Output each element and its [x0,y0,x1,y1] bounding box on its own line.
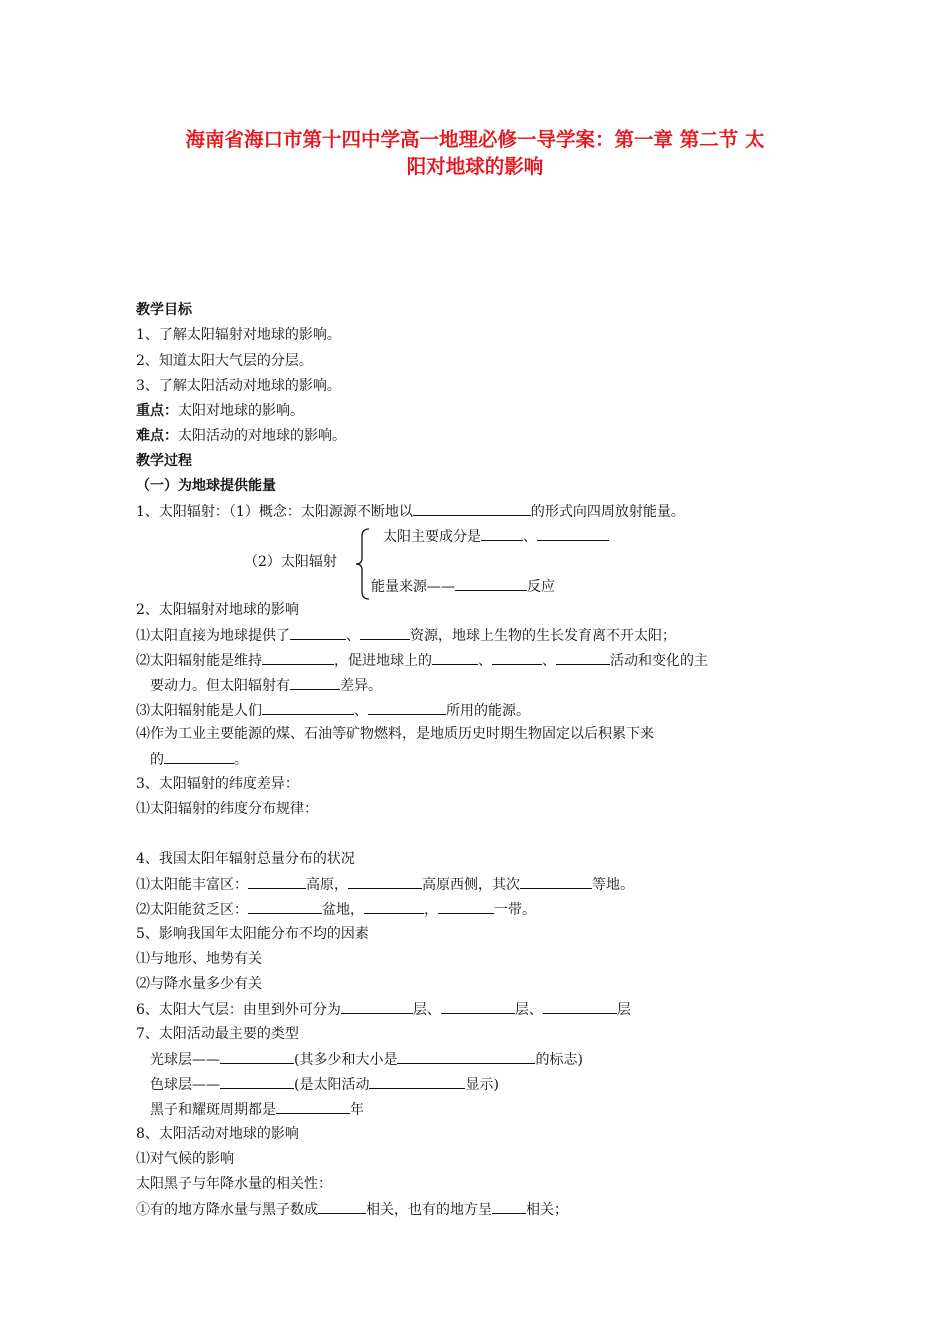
key-label: 重点： [136,403,178,419]
text: ⑴太阳直接为地球提供了 [136,628,290,644]
line-23 [150,1075,499,1094]
blank [455,577,527,591]
text: 的形式向四周放射能量。 [530,504,685,520]
text: 、 [346,628,360,644]
line-22 [150,1050,583,1069]
text: ， [424,902,438,918]
blank [341,1000,413,1014]
blank [290,676,340,690]
line-27: 太阳黑子与年降水量的相关性： [136,1176,332,1192]
line-16 [136,900,536,919]
difficulty-label: 难点： [136,428,178,444]
text: 能量来源—— [371,579,455,595]
text: ⑶太阳辐射能是人们 [136,703,262,719]
blank [543,1000,617,1014]
text: ⑵太阳辐射能是维持 [136,653,262,669]
text: 所用的能源。 [446,703,530,719]
text: ，促进地球上的 [334,653,432,669]
key-text: 太阳对地球的影响。 [178,403,304,419]
text: 反应 [527,579,555,595]
line-28 [136,1200,568,1219]
blank [556,651,610,665]
title-line-2: 阳对地球的影响 [406,155,544,178]
text: (是太阳活动 [294,1077,370,1093]
line-25: 8、太阳活动对地球的影响 [136,1126,299,1142]
line-10: ⑷作为工业主要能源的煤、石油等矿物燃料，是地质历史时期生物固定以后积累下来 [136,726,654,742]
blank [248,900,322,914]
line-11 [150,750,248,769]
process-heading: 教学过程 [136,453,192,469]
blank [364,900,424,914]
line-1 [136,502,685,521]
line-18: ⑴与地形、地势有关 [136,951,262,967]
difficulty-point [136,427,346,445]
line-4 [371,577,555,596]
text: 6、太阳大气层：由里到外可分为 [136,1002,341,1018]
blank [276,1100,350,1114]
text: (其多少和大小是 [294,1052,398,1068]
text: ⑵太阳能贫乏区： [136,902,248,918]
text: 一带。 [494,902,536,918]
goal-3: 3、了解太阳活动对地球的影响。 [136,378,341,394]
blank [492,651,542,665]
line-21: 7、太阳活动最主要的类型 [136,1026,299,1042]
line-24 [150,1100,364,1119]
line-14: 4、我国太阳年辐射总量分布的状况 [136,851,355,867]
text: 、 [354,703,368,719]
text: 年 [350,1102,364,1118]
line-2 [383,527,609,546]
part1-heading: （一）为地球提供能量 [136,478,276,494]
blank [537,527,609,541]
line-19: ⑵与降水量多少有关 [136,976,262,992]
text: 的 [150,752,164,768]
blank [413,502,531,516]
blank [481,527,523,541]
goal-2: 2、知道太阳大气层的分层。 [136,353,313,369]
text: 、 [478,653,492,669]
blank [492,1200,526,1214]
blank [369,1075,465,1089]
text: 显示) [465,1077,499,1093]
line-7 [136,651,708,670]
text: 、 [523,529,537,545]
text: ⑴太阳能丰富区： [136,877,248,893]
blank [164,750,234,764]
blank [432,651,478,665]
text: 、 [542,653,556,669]
text: 黑子和耀斑周期都是 [150,1102,276,1118]
text: 活动和变化的主 [610,653,708,669]
text: 高原， [306,877,348,893]
text: 。 [234,752,248,768]
text: 高原西侧，其次 [422,877,520,893]
difficulty-text: 太阳活动的对地球的影响。 [178,428,346,444]
text: 相关； [526,1202,568,1218]
text: 层、 [514,1002,543,1018]
text: 太阳主要成分是 [383,529,481,545]
document-title [120,126,830,180]
title-line-1: 海南省海口市第十四中学高一地理必修一导学案：第一章 第二节 太 [185,128,765,151]
line-17: 5、影响我国年太阳能分布不均的因素 [136,926,369,942]
text: 资源，地球上生物的生长发育离不开太阳； [410,628,676,644]
text: 等地。 [592,877,634,893]
text: ①有的地方降水量与黑子数成 [136,1202,318,1218]
text: 盆地， [322,902,364,918]
blank [397,1050,535,1064]
text: 1、太阳辐射：（1）概念：太阳源源不断地以 [136,504,413,520]
text: 相关，也有的地方呈 [366,1202,492,1218]
line-6 [136,626,676,645]
blank [262,651,334,665]
brace-icon [355,528,371,600]
blank [220,1050,294,1064]
line-26: ⑴对气候的影响 [136,1151,234,1167]
blank [248,875,306,889]
line-9 [136,701,530,720]
blank [220,1075,294,1089]
blank [441,1000,515,1014]
text: 层、 [412,1002,441,1018]
text: 色球层—— [150,1077,220,1093]
line-12: 3、太阳辐射的纬度差异： [136,776,299,792]
blank [290,626,346,640]
line-5: 2、太阳辐射对地球的影响 [136,602,299,618]
line-3: （2）太阳辐射 [244,554,337,570]
line-13: ⑴太阳辐射的纬度分布规律： [136,801,318,817]
text: 要动力。但太阳辐射有 [150,678,290,694]
line-20 [136,1000,631,1019]
blank [262,701,354,715]
blank [520,875,592,889]
blank [348,875,422,889]
text: 层 [616,1002,631,1018]
blank [438,900,494,914]
blank [318,1200,366,1214]
blank [368,701,446,715]
goals-heading: 教学目标 [136,302,192,318]
text: 的标志) [535,1052,583,1068]
line-15 [136,875,634,894]
key-point [136,402,304,420]
text: 光球层—— [150,1052,220,1068]
goal-1: 1、了解太阳辐射对地球的影响。 [136,327,341,343]
blank [360,626,410,640]
line-8 [150,676,382,695]
text: 差异。 [340,678,382,694]
